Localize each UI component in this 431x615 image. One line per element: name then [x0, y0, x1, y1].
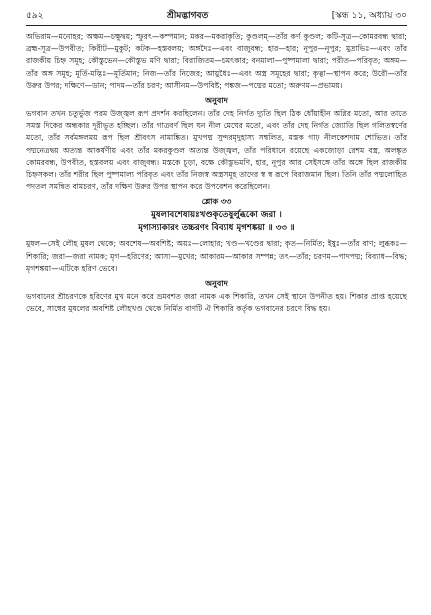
synonyms-paragraph: অভিরাম—মনোহর; অক্ষম—চক্ষুদ্বয়; স্ফুরৎ—কম্পমান; মকর—মকরাকৃতি; কুণ্ডলম্—তাঁর কর্ণ কুণ্ডল; কটি-সূত্র—কোমরবন্ধ দ্বারা; ব্রহ্ম-সূত্র—উপবীত; কিরীট—মুকুট; কটক—হস্তবলয়; অঙ্গদৈঃ—এবং বাজুবন্ধ; হার—হার; নূপুর—নূপুর; মুদ্রাভিঃ—এবং তাঁর রাজকীয় চিহ্ন সমূহ; কৌস্তুভেন—কৌস্তুভ মণি দ্বারা; বিরাজিতম—চমৎকার; বনমালা—পুষ্পমালা দ্বারা; পরীত—পরিবৃত; অঙ্গম—তাঁর অঙ্গ সমূহ; মূর্তি-মদ্ভিঃ—মূর্তিমান; নিজ—তাঁর নিজের; আয়ুধৈঃ—এবং অস্ত্র সমূহের দ্বারা; কৃত্বা—স্থাপন করে; উরৌ—তাঁর উরুর উপর; দক্ষিণে—ডান; পাদম—তাঁর চরণ; আসীনম—উপবিষ্ট; পঙ্কজ—পদ্মের মতো; অরুণম—প্রভাময়।: [26, 32, 407, 90]
verse-line: মুষলাবশেষায়ঃখণ্ডকৃতেষুর্লুব্ধকো জরা ।: [151, 210, 282, 221]
translation-heading: অনুবাদ: [205, 279, 228, 289]
translation-paragraph: ভগবান তখন চতুর্ভুজ পরম উজ্জ্বল রূপ প্রদর্শন করছিলেন। তাঁর দেহ নির্গত দ্যুতি ছিল ঠিক ধোঁয়াহীন অগ্নির মতো, আর তাতে সমস্ত দিকের অন্ধকার দূরীভূত হচ্ছিল। তাঁর গাত্রবর্ণ ছিল ঘন নীল মেঘের মতো, এবং তাঁর দেহ নির্গত জ্যোতি ছিল গলিতস্বর্ণের মতো, তাঁর সর্বমঙ্গলময় রূপ ছিল শ্রীবৎস নামাঙ্কিত। মুখপদ্ম সুন্দরমৃদুহাস্য সম্বলিত, মস্তক গাঢ় নীলকেশদাম শোভিত। তাঁর পদ্মনেত্রদ্বয় অত্যন্ত আকর্ষণীয় এবং তাঁর মকরকুণ্ডল অত্যন্ত উজ্জ্বল, তাঁর পরিধানে রয়েছে একজোড়া রেশম বস্ত্র, অলঙ্কৃত কোমরবন্ধ, উপবীত, হস্তবলয় এবং বাজুবন্ধ। মস্তকে চূড়া, বক্ষে কৌস্তুভমণি, হার, নূপুর আর সেইসঙ্গে তাঁর অঙ্গে ছিল রাজকীয় চিহ্নসকল। তাঁর শরীর ছিল পুষ্পমাল্য পরিবৃত এবং তাঁর নিজস্ব অস্ত্রসমূহ তাদের স্ব স্ব রূপে বিরাজমান ছিল। তিনি তাঁর পদ্মলোহিত পদতল সমন্বিত বামচরণ, তাঁর দক্ষিণ উরুর উপর স্থাপন করে উপবেশন করেছিলেন।: [26, 109, 407, 192]
book-title: শ্রীমদ্ভাগবত: [166, 11, 209, 21]
chapter-reference: [স্কন্ধ ১১, অধ্যায় ৩০: [331, 11, 407, 21]
verse-line: মৃগাস্যাকারং তচ্চরণং বিব্যাধ মৃগশঙ্কয়া ॥ ৩৩ ॥: [138, 223, 295, 234]
synonyms-paragraph: মুষল—সেই লৌহ মুষল থেকে; অবশেষ—অবশিষ্ট; অয়ঃ—লোহার; খণ্ড—খণ্ডের দ্বারা; কৃত—নির্মিত; ইষুঃ—তাঁর বাণ; লুব্ধকঃ—শিকারি; জরা—জরা নামক; মৃগ—হরিণের; আস্য—মুখের; আকারম—আকার সম্পন্ন; তৎ—তাঁর; চরণম—পাদপদ্ম; বিব্যাধ—বিদ্ধ; মৃগশঙ্কয়া—এটিকে হরিণ ভেবে।: [26, 239, 407, 273]
translation-paragraph: ভগবানের শ্রীচরণকে হরিণের মুখ মনে করে ভ্রমবশত জরা নামক এক শিকারি, তখন সেই স্থানে উপনীত হয়। শিকার প্রাপ্ত হয়েছে ভেবে, সাম্বের মুষলের অবশিষ্ট লৌহখণ্ড থেকে নির্মিত বাণটি ঐ শিকারি কর্তৃক ভগবানের চরণে বিদ্ধ হয়।: [26, 292, 407, 314]
page-number: ৫৯২: [26, 11, 44, 21]
verse-heading: শ্লোক ৩৩: [201, 197, 232, 207]
translation-heading: অনুবাদ: [205, 96, 228, 106]
page-header: [26, 10, 407, 26]
